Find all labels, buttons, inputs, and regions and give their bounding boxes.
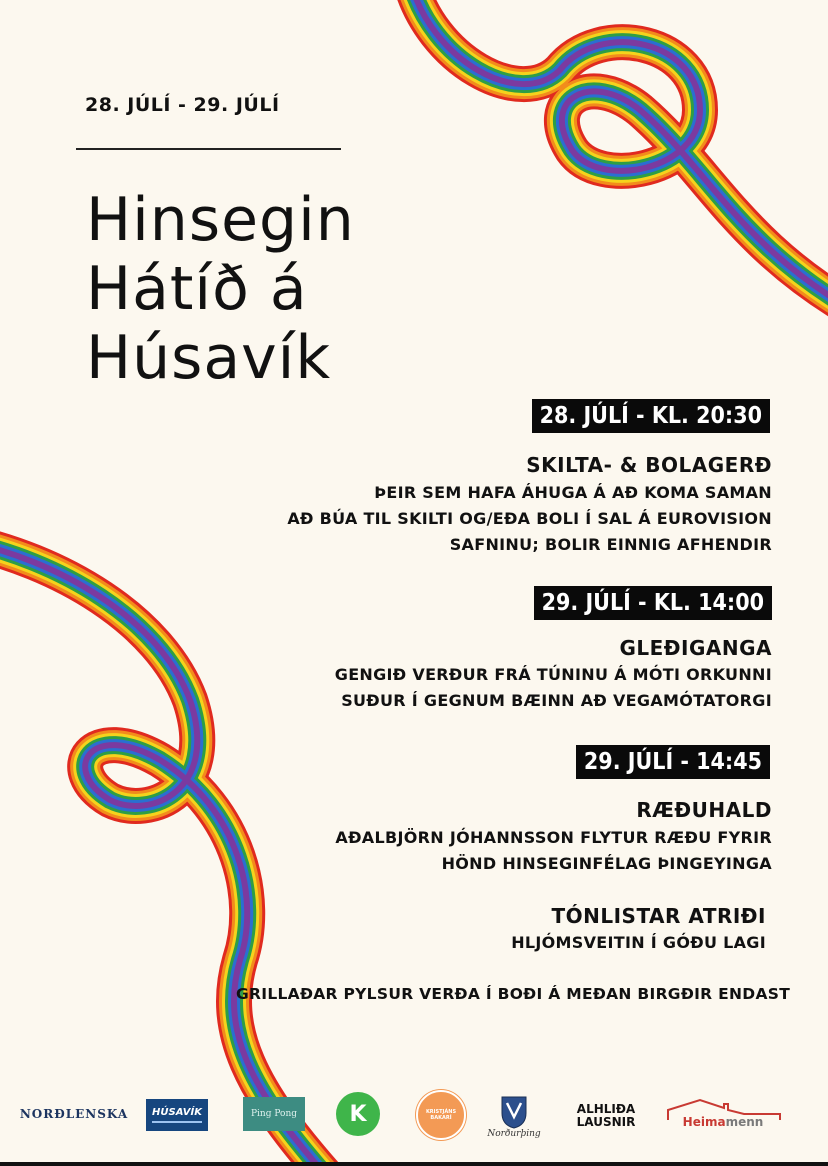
nordurthing-logo: Norðurþing xyxy=(484,1088,544,1146)
event-3-line: HÖND HINSEGINFÉLAG ÞINGEYINGA xyxy=(441,854,772,873)
alhlida-lausnir-logo: ALHLIÐA LAUSNIR xyxy=(576,1102,636,1129)
event-2-date-badge: 29. JÚLÍ - KL. 14:00 xyxy=(534,586,772,620)
heimamenn-logo: Heimamenn xyxy=(664,1096,782,1132)
divider-line xyxy=(76,148,341,150)
rainbow-ribbon-1 xyxy=(410,0,828,320)
title-line-2: Hátíð á xyxy=(86,254,308,324)
kristjans-bakari-logo: KRISTJÁNS BAKARÍ xyxy=(416,1090,466,1140)
husavik-logo-stripe xyxy=(152,1121,202,1123)
footer-note: GRILLAÐAR PYLSUR VERÐA Í BOÐI Á MEÐAN BIRGÐIR ENDAST xyxy=(236,985,791,1003)
nordurthing-crest-icon xyxy=(500,1095,528,1129)
event-1-date-badge: 28. JÚLÍ - KL. 20:30 xyxy=(532,399,770,433)
event-1-description xyxy=(287,480,772,558)
event-2-heading: GLEÐIGANGA xyxy=(619,636,772,660)
page-title xyxy=(86,186,355,393)
bottom-bar xyxy=(0,1162,828,1166)
event-2-description xyxy=(335,662,772,714)
event-1-line: AÐ BÚA TIL SKILTI OG/EÐA BOLI Í SAL Á EUROVISION xyxy=(287,509,772,528)
ping-pong-logo: Ping Pong xyxy=(243,1097,305,1131)
title-line-1: Hinsegin xyxy=(86,185,355,255)
event-1-line: ÞEIR SEM HAFA ÁHUGA Á AÐ KOMA SAMAN xyxy=(374,483,772,502)
event-3-heading: RÆÐUHALD xyxy=(636,798,772,822)
ribbon-stripe xyxy=(0,540,330,1166)
event-3-description xyxy=(335,825,772,877)
kronan-logo: K xyxy=(336,1092,380,1136)
event-3-music-heading: TÓNLISTAR ATRIÐI xyxy=(551,904,766,928)
event-3-music-description xyxy=(511,930,766,956)
husavik-logo: HÚSAVÍK xyxy=(146,1099,208,1131)
event-3-line: AÐALBJÖRN JÓHANNSSON FLYTUR RÆÐU FYRIR xyxy=(335,828,772,847)
event-3-date-badge: 29. JÚLÍ - 14:45 xyxy=(576,745,770,779)
festival-dates: 28. JÚLÍ - 29. JÚLÍ xyxy=(85,94,280,116)
event-1-line: SAFNINU; BOLIR EINNIG AFHENDIR xyxy=(449,535,772,554)
event-2-line: SUÐUR Í GEGNUM BÆINN AÐ VEGAMÓTATORGI xyxy=(341,691,772,710)
sponsor-logos xyxy=(0,1082,828,1142)
event-2-line: GENGIÐ VERÐUR FRÁ TÚNINU Á MÓTI ORKUNNI xyxy=(334,665,772,684)
event-3-music-line: HLJÓMSVEITIN Í GÓÐU LAGI xyxy=(511,933,766,952)
event-1-heading: SKILTA- & BOLAGERÐ xyxy=(526,453,772,477)
title-line-3: Húsavík xyxy=(86,323,332,393)
nordlenska-logo: NORÐLENSKA xyxy=(19,1107,129,1121)
rainbow-ribbon-2 xyxy=(0,540,330,1166)
